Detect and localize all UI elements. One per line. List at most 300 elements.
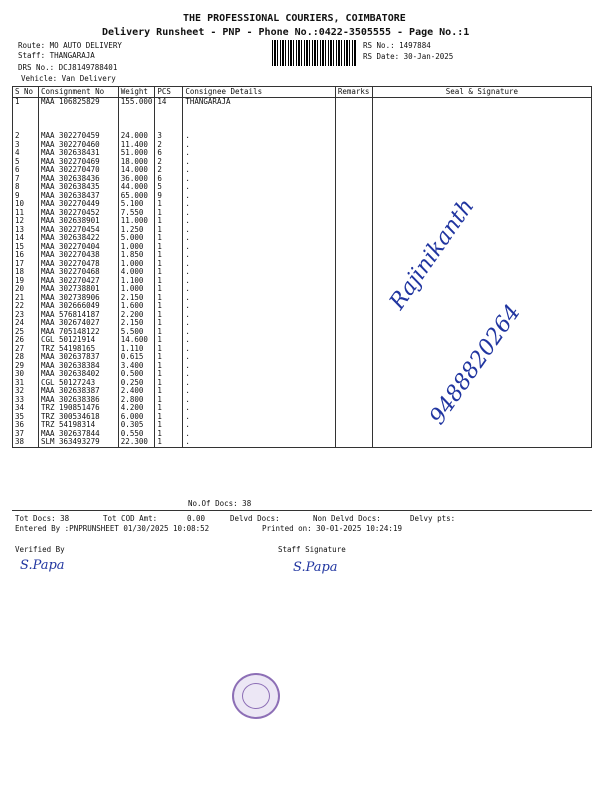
cell-sno: 7 [13, 175, 39, 184]
cell-consignment: MAA 302270427 [38, 277, 118, 286]
cell-sno: 29 [13, 362, 39, 371]
cell-weight: 155.000 [118, 98, 155, 107]
cell-pcs: 1 [155, 370, 183, 379]
cell-remarks [335, 192, 372, 201]
cell-consignment: MAA 302638386 [38, 396, 118, 405]
cell-weight: 5.000 [118, 234, 155, 243]
runsheet-table [12, 86, 592, 448]
cell-consignee: . [183, 438, 335, 447]
cell-pcs: 1 [155, 336, 183, 345]
cell-sno: 13 [13, 226, 39, 235]
cell-sno: 30 [13, 370, 39, 379]
cell-consignee: . [183, 370, 335, 379]
runsheet-subtitle: Delivery Runsheet - PNP - Phone No.:0422-3505555 - Page No.:1 [102, 27, 470, 38]
col-consignment: Consignment No [38, 87, 118, 98]
route: Route: MO AUTO DELIVERY [18, 41, 122, 50]
cell-seal [372, 149, 591, 158]
cell-remarks [335, 166, 372, 175]
cell-remarks [335, 379, 372, 388]
cell-weight: 36.000 [118, 175, 155, 184]
cell-pcs: 1 [155, 251, 183, 260]
cell-sno: 6 [13, 166, 39, 175]
cell-sno: 32 [13, 387, 39, 396]
cell-seal [372, 209, 591, 218]
cell-consignment: MAA 302638431 [38, 149, 118, 158]
cell-consignee: . [183, 141, 335, 150]
col-consignee: Consignee Details [183, 87, 335, 98]
cell-consignment: MAA 302270460 [38, 141, 118, 150]
cell-remarks [335, 319, 372, 328]
cell-consignee: . [183, 336, 335, 345]
cell-pcs: 1 [155, 200, 183, 209]
cell-seal [372, 132, 591, 141]
cell-pcs: 1 [155, 217, 183, 226]
staff-signature-label: Staff Signature [278, 545, 346, 554]
cell-consignment: MAA 106825829 [38, 98, 118, 107]
cell-pcs: 2 [155, 158, 183, 167]
cell-remarks [335, 345, 372, 354]
verified-signature: S.Papa [20, 558, 65, 573]
cell-remarks [335, 387, 372, 396]
cell-consignee: . [183, 387, 335, 396]
cell-consignment: MAA 302666049 [38, 302, 118, 311]
table-row [13, 413, 592, 422]
cell-sno: 31 [13, 379, 39, 388]
col-pcs: PCS [155, 87, 183, 98]
cell-sno: 38 [13, 438, 39, 447]
cell-weight: 7.550 [118, 209, 155, 218]
cell-remarks [335, 132, 372, 141]
cell-seal [372, 175, 591, 184]
cell-sno: 22 [13, 302, 39, 311]
cell-sno: 27 [13, 345, 39, 354]
cell-consignee: . [183, 251, 335, 260]
cell-consignee: . [183, 404, 335, 413]
cell-weight: 2.200 [118, 311, 155, 320]
col-sno: S No [13, 87, 39, 98]
cell-consignee: . [183, 268, 335, 277]
cell-sno: 10 [13, 200, 39, 209]
cell-pcs: 1 [155, 379, 183, 388]
cell-sno: 36 [13, 421, 39, 430]
cell-weight: 14.600 [118, 336, 155, 345]
cell-weight: 0.615 [118, 353, 155, 362]
empty-cell [335, 115, 372, 124]
company-title: THE PROFESSIONAL COURIERS, COIMBATORE [183, 13, 406, 24]
cell-weight: 2.150 [118, 294, 155, 303]
table-row [13, 438, 592, 447]
cell-consignment: MAA 302637837 [38, 353, 118, 362]
cell-consignee: . [183, 183, 335, 192]
empty-cell [38, 107, 118, 116]
cell-weight: 0.550 [118, 430, 155, 439]
cell-consignee: . [183, 396, 335, 405]
cell-consignment: MAA 302738801 [38, 285, 118, 294]
cell-pcs: 1 [155, 353, 183, 362]
cell-consignment: TRZ 300534618 [38, 413, 118, 422]
cell-sno: 35 [13, 413, 39, 422]
empty-cell [372, 115, 591, 124]
cell-pcs: 1 [155, 404, 183, 413]
cell-consignment: CGL 50121914 [38, 336, 118, 345]
cell-pcs: 1 [155, 268, 183, 277]
drs-number: DRS No.: DCJ8149788401 [18, 63, 118, 72]
cell-seal [372, 260, 591, 269]
staff-signature: S.Papa [293, 560, 338, 575]
cell-consignment: MAA 302638402 [38, 370, 118, 379]
col-remarks: Remarks [335, 87, 372, 98]
cell-pcs: 1 [155, 277, 183, 286]
cell-remarks [335, 158, 372, 167]
cell-seal [372, 98, 591, 107]
cell-consignment: TRZ 54198314 [38, 421, 118, 430]
cell-seal [372, 141, 591, 150]
cell-weight: 4.200 [118, 404, 155, 413]
cell-sno: 28 [13, 353, 39, 362]
cell-pcs: 1 [155, 209, 183, 218]
cell-seal [372, 396, 591, 405]
empty-cell [335, 124, 372, 133]
cell-sno: 20 [13, 285, 39, 294]
cell-remarks [335, 404, 372, 413]
cell-seal [372, 158, 591, 167]
cell-pcs: 1 [155, 413, 183, 422]
cell-weight: 4.000 [118, 268, 155, 277]
empty-cell [155, 115, 183, 124]
cell-weight: 2.800 [118, 396, 155, 405]
empty-cell [372, 107, 591, 116]
cell-consignee: . [183, 166, 335, 175]
cell-remarks [335, 209, 372, 218]
cell-pcs: 1 [155, 294, 183, 303]
verified-by-label: Verified By [15, 545, 65, 554]
cell-consignment: MAA 302270469 [38, 158, 118, 167]
cell-weight: 1.600 [118, 302, 155, 311]
cell-seal [372, 251, 591, 260]
cell-sno: 17 [13, 260, 39, 269]
cell-consignee: . [183, 379, 335, 388]
cell-sno: 25 [13, 328, 39, 337]
cell-consignment: MAA 302270452 [38, 209, 118, 218]
cell-pcs: 14 [155, 98, 183, 107]
table-header [13, 87, 592, 98]
cell-sno: 8 [13, 183, 39, 192]
cell-consignee: . [183, 302, 335, 311]
cell-remarks [335, 217, 372, 226]
cell-pcs: 1 [155, 430, 183, 439]
cell-weight: 3.400 [118, 362, 155, 371]
cell-remarks [335, 413, 372, 422]
cell-weight: 2.400 [118, 387, 155, 396]
empty-cell [118, 115, 155, 124]
cell-consignee: . [183, 243, 335, 252]
cell-sno: 34 [13, 404, 39, 413]
cell-remarks [335, 328, 372, 337]
cell-remarks [335, 438, 372, 447]
cell-pcs: 5 [155, 183, 183, 192]
cell-consignment: MAA 302638384 [38, 362, 118, 371]
cell-seal [372, 226, 591, 235]
spacer-row [13, 107, 592, 116]
cell-weight: 18.000 [118, 158, 155, 167]
cell-seal [372, 243, 591, 252]
empty-cell [118, 107, 155, 116]
cell-consignee: . [183, 294, 335, 303]
empty-cell [183, 107, 335, 116]
cell-remarks [335, 294, 372, 303]
cell-weight: 1.100 [118, 277, 155, 286]
cell-consignee: . [183, 192, 335, 201]
col-seal-signature: Seal & Signature [372, 87, 591, 98]
cell-consignee: . [183, 421, 335, 430]
cell-remarks [335, 421, 372, 430]
cell-remarks [335, 149, 372, 158]
empty-cell [38, 115, 118, 124]
cell-seal [372, 404, 591, 413]
receiver-phone: 9488820264 [425, 300, 526, 430]
cell-consignee: . [183, 200, 335, 209]
cell-consignee: THANGARAJA [183, 98, 335, 107]
staff: Staff: THANGARAJA [18, 51, 95, 60]
cell-weight: 5.500 [118, 328, 155, 337]
cell-seal [372, 438, 591, 447]
printed-on: Printed on: 30-01-2025 10:24:19 [262, 524, 402, 533]
barcode [272, 40, 357, 66]
cell-pcs: 1 [155, 387, 183, 396]
cell-seal [372, 421, 591, 430]
delvy-pts: Delvy pts: [410, 514, 456, 523]
cell-consignment: MAA 302637844 [38, 430, 118, 439]
cell-seal [372, 234, 591, 243]
empty-cell [155, 107, 183, 116]
cell-remarks [335, 277, 372, 286]
cell-consignment: MAA 302638422 [38, 234, 118, 243]
cell-consignee: . [183, 413, 335, 422]
cell-sno: 18 [13, 268, 39, 277]
cell-pcs: 1 [155, 226, 183, 235]
cell-weight: 0.500 [118, 370, 155, 379]
cell-sno: 4 [13, 149, 39, 158]
empty-cell [13, 115, 39, 124]
cell-remarks [335, 234, 372, 243]
cell-remarks [335, 268, 372, 277]
cell-consignment: MAA 302638436 [38, 175, 118, 184]
rs-date: RS Date: 30-Jan-2025 [363, 52, 454, 61]
cell-consignee: . [183, 328, 335, 337]
cell-consignment: MAA 302638901 [38, 217, 118, 226]
cell-remarks [335, 336, 372, 345]
cell-remarks [335, 370, 372, 379]
cell-weight: 14.000 [118, 166, 155, 175]
cell-sno: 21 [13, 294, 39, 303]
cell-consignment: MAA 302638437 [38, 192, 118, 201]
cell-remarks [335, 396, 372, 405]
cell-remarks [335, 362, 372, 371]
cell-consignee: . [183, 260, 335, 269]
cell-seal [372, 192, 591, 201]
cell-remarks [335, 302, 372, 311]
cell-consignment: MAA 302638387 [38, 387, 118, 396]
cell-weight: 22.300 [118, 438, 155, 447]
cell-sno: 14 [13, 234, 39, 243]
cell-consignee: . [183, 319, 335, 328]
table-row [13, 98, 592, 107]
cell-consignment: MAA 302270454 [38, 226, 118, 235]
cell-sno: 37 [13, 430, 39, 439]
cell-consignment: MAA 302270459 [38, 132, 118, 141]
cell-consignee: . [183, 234, 335, 243]
no-of-docs: No.Of Docs: 38 [188, 499, 252, 508]
cell-sno: 24 [13, 319, 39, 328]
tot-docs: Tot Docs: 38 [15, 514, 70, 523]
cell-consignment: MAA 302638435 [38, 183, 118, 192]
cell-weight: 1.850 [118, 251, 155, 260]
cell-sno: 3 [13, 141, 39, 150]
cell-sno: 9 [13, 192, 39, 201]
cell-seal [372, 166, 591, 175]
cell-pcs: 1 [155, 260, 183, 269]
cell-pcs: 1 [155, 421, 183, 430]
cell-sno: 16 [13, 251, 39, 260]
cell-remarks [335, 183, 372, 192]
cell-weight: 65.000 [118, 192, 155, 201]
cell-consignment: CGL 50127243 [38, 379, 118, 388]
table-row [13, 370, 592, 379]
cell-weight: 0.305 [118, 421, 155, 430]
entered-by: Entered By :PNPRUNSHEET 01/30/2025 10:08:52 [15, 524, 210, 533]
cell-sno: 11 [13, 209, 39, 218]
cell-consignee: . [183, 158, 335, 167]
cell-consignment: MAA 302270468 [38, 268, 118, 277]
cell-pcs: 1 [155, 302, 183, 311]
cell-pcs: 1 [155, 362, 183, 371]
cell-consignee: . [183, 217, 335, 226]
cell-pcs: 1 [155, 243, 183, 252]
cell-consignment: MAA 576814187 [38, 311, 118, 320]
cell-consignee: . [183, 362, 335, 371]
cell-pcs: 3 [155, 132, 183, 141]
cell-weight: 1.000 [118, 285, 155, 294]
cell-weight: 24.000 [118, 132, 155, 141]
cell-consignment: TRZ 190851476 [38, 404, 118, 413]
cell-weight: 5.100 [118, 200, 155, 209]
cell-pcs: 1 [155, 319, 183, 328]
col-weight: Weight [118, 87, 155, 98]
cell-pcs: 1 [155, 345, 183, 354]
cell-remarks [335, 141, 372, 150]
cell-consignee: . [183, 226, 335, 235]
cell-seal [372, 217, 591, 226]
empty-cell [335, 107, 372, 116]
empty-cell [13, 107, 39, 116]
cell-consignment: MAA 302738906 [38, 294, 118, 303]
cell-consignment: MAA 302270478 [38, 260, 118, 269]
cell-pcs: 2 [155, 141, 183, 150]
cell-remarks [335, 243, 372, 252]
cell-pcs: 2 [155, 166, 183, 175]
tot-cod-value: 0.00 [187, 514, 206, 523]
empty-cell [372, 124, 591, 133]
cell-pcs: 1 [155, 438, 183, 447]
cell-weight: 11.400 [118, 141, 155, 150]
office-stamp [232, 673, 280, 719]
cell-sno: 2 [13, 132, 39, 141]
cell-seal [372, 200, 591, 209]
cell-consignee: . [183, 285, 335, 294]
cell-weight: 11.000 [118, 217, 155, 226]
cell-pcs: 6 [155, 149, 183, 158]
cell-consignment: TRZ 54198165 [38, 345, 118, 354]
cell-remarks [335, 98, 372, 107]
cell-seal [372, 319, 591, 328]
cell-sno: 33 [13, 396, 39, 405]
cell-consignment: MAA 705148122 [38, 328, 118, 337]
delvd-docs: Delvd Docs: [230, 514, 280, 523]
cell-weight: 0.250 [118, 379, 155, 388]
cell-pcs: 6 [155, 175, 183, 184]
cell-weight: 1.110 [118, 345, 155, 354]
cell-weight: 51.000 [118, 149, 155, 158]
cell-seal [372, 183, 591, 192]
cell-consignment: SLM 363493279 [38, 438, 118, 447]
cell-seal [372, 387, 591, 396]
cell-remarks [335, 200, 372, 209]
non-delvd-docs: Non Delvd Docs: [313, 514, 381, 523]
footer-divider [12, 510, 592, 511]
cell-sno: 12 [13, 217, 39, 226]
cell-remarks [335, 353, 372, 362]
cell-pcs: 1 [155, 396, 183, 405]
cell-remarks [335, 251, 372, 260]
cell-consignment: MAA 302270438 [38, 251, 118, 260]
cell-sno: 23 [13, 311, 39, 320]
cell-consignment: MAA 302674027 [38, 319, 118, 328]
cell-remarks [335, 285, 372, 294]
cell-consignee: . [183, 345, 335, 354]
cell-sno: 26 [13, 336, 39, 345]
cell-consignee: . [183, 311, 335, 320]
cell-consignee: . [183, 132, 335, 141]
tot-cod-label: Tot COD Amt: [103, 514, 158, 523]
cell-weight: 44.000 [118, 183, 155, 192]
cell-remarks [335, 175, 372, 184]
cell-weight: 1.000 [118, 243, 155, 252]
cell-consignment: MAA 302270470 [38, 166, 118, 175]
spacer-row [13, 115, 592, 124]
cell-consignee: . [183, 353, 335, 362]
cell-pcs: 1 [155, 234, 183, 243]
cell-consignment: MAA 302270404 [38, 243, 118, 252]
empty-cell [183, 115, 335, 124]
cell-pcs: 1 [155, 285, 183, 294]
cell-sno: 19 [13, 277, 39, 286]
cell-consignee: . [183, 149, 335, 158]
cell-sno: 1 [13, 98, 39, 107]
cell-pcs: 1 [155, 328, 183, 337]
receiver-signature: Rajinikanth [385, 194, 480, 315]
cell-pcs: 1 [155, 311, 183, 320]
cell-remarks [335, 430, 372, 439]
cell-sno: 5 [13, 158, 39, 167]
cell-remarks [335, 260, 372, 269]
cell-weight: 1.000 [118, 260, 155, 269]
cell-seal [372, 413, 591, 422]
cell-consignee: . [183, 175, 335, 184]
cell-consignee: . [183, 209, 335, 218]
cell-consignee: . [183, 430, 335, 439]
cell-remarks [335, 311, 372, 320]
vehicle: Vehicle: Van Delivery [21, 74, 116, 83]
